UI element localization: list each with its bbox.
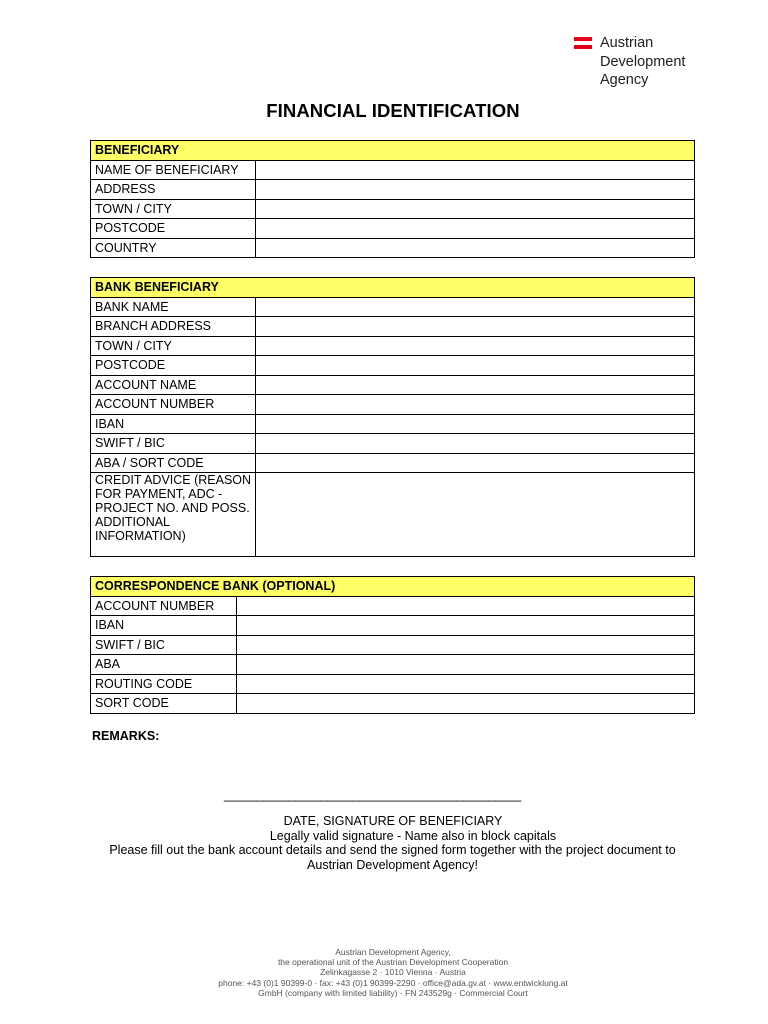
form-row bbox=[91, 180, 695, 200]
field-label: NAME OF BENEFICIARY bbox=[91, 160, 256, 180]
field-label: IBAN bbox=[91, 414, 256, 434]
credit-advice-field[interactable] bbox=[256, 473, 695, 557]
form-row bbox=[91, 453, 695, 473]
form-row bbox=[91, 616, 695, 636]
footer-line: GmbH (company with limited liability) · FN 243529g · Commercial Court bbox=[258, 987, 528, 998]
field-label: IBAN bbox=[91, 616, 237, 636]
country-field[interactable] bbox=[256, 238, 695, 258]
corr-iban-field[interactable] bbox=[237, 616, 695, 636]
field-label: ROUTING CODE bbox=[91, 674, 237, 694]
branch-address-field[interactable] bbox=[256, 317, 695, 337]
bank-town-city-field[interactable] bbox=[256, 336, 695, 356]
section-header-beneficiary: BENEFICIARY bbox=[91, 141, 695, 161]
form-row bbox=[91, 375, 695, 395]
signature-note: Legally valid signature - Name also in block capitals bbox=[269, 829, 557, 843]
iban-field[interactable] bbox=[256, 414, 695, 434]
footer-line: phone: +43 (0)1 90399-0 · fax: +43 (0)1 90399-2290 · office@ada.gv.at · www.entwicklung.at bbox=[218, 977, 568, 988]
section-header-bank-beneficiary: BANK BENEFICIARY bbox=[91, 278, 695, 298]
form-row bbox=[91, 238, 695, 258]
field-label: ACCOUNT NAME bbox=[91, 375, 256, 395]
field-label: SWIFT / BIC bbox=[91, 434, 256, 454]
postcode-field[interactable] bbox=[256, 219, 695, 239]
correspondence-bank-table bbox=[90, 576, 695, 714]
remarks-label: REMARKS: bbox=[92, 729, 160, 743]
form-row bbox=[91, 219, 695, 239]
field-label: COUNTRY bbox=[91, 238, 256, 258]
field-label: POSTCODE bbox=[91, 219, 256, 239]
form-row bbox=[91, 317, 695, 337]
form-row bbox=[91, 160, 695, 180]
footer bbox=[0, 947, 768, 998]
form-row bbox=[91, 395, 695, 415]
swift-bic-field[interactable] bbox=[256, 434, 695, 454]
corr-routing-code-field[interactable] bbox=[237, 674, 695, 694]
form-row bbox=[91, 336, 695, 356]
form-row bbox=[91, 297, 695, 317]
logo-text bbox=[600, 34, 685, 90]
corr-aba-field[interactable] bbox=[237, 655, 695, 675]
corr-swift-bic-field[interactable] bbox=[237, 635, 695, 655]
form-row bbox=[91, 694, 695, 714]
field-label: ADDRESS bbox=[91, 180, 256, 200]
bank-beneficiary-table bbox=[90, 277, 695, 557]
name-of-beneficiary-field[interactable] bbox=[256, 160, 695, 180]
account-number-field[interactable] bbox=[256, 395, 695, 415]
instruction-text: Please fill out the bank account details and send the signed form together with the project document to Austrian Development Agency! bbox=[109, 843, 676, 872]
address-field[interactable] bbox=[256, 180, 695, 200]
field-label: POSTCODE bbox=[91, 356, 256, 376]
field-label: BANK NAME bbox=[91, 297, 256, 317]
logo-line-2: Development bbox=[600, 53, 686, 70]
form-row bbox=[91, 655, 695, 675]
footer-line: Austrian Development Agency, bbox=[335, 947, 451, 957]
field-label: BRANCH ADDRESS bbox=[91, 317, 256, 337]
field-label: SWIFT / BIC bbox=[91, 635, 237, 655]
form-row bbox=[91, 434, 695, 454]
aba-sort-code-field[interactable] bbox=[256, 453, 695, 473]
field-label: TOWN / CITY bbox=[91, 336, 256, 356]
bank-name-field[interactable] bbox=[256, 297, 695, 317]
field-label: ABA bbox=[91, 655, 237, 675]
field-label: ACCOUNT NUMBER bbox=[91, 596, 237, 616]
logo-line-3: Agency bbox=[600, 72, 649, 88]
field-label: TOWN / CITY bbox=[91, 199, 256, 219]
logo-line-1: Austrian bbox=[600, 35, 654, 51]
form-row bbox=[91, 199, 695, 219]
form-row bbox=[91, 414, 695, 434]
field-label: ACCOUNT NUMBER bbox=[91, 395, 256, 415]
austrian-flag-icon bbox=[574, 37, 592, 51]
corr-sort-code-field[interactable] bbox=[237, 694, 695, 714]
bank-postcode-field[interactable] bbox=[256, 356, 695, 376]
form-row bbox=[91, 356, 695, 376]
form-row bbox=[91, 473, 695, 557]
footer-line: Zelinkagasse 2 · 1010 Vienna · Austria bbox=[320, 967, 466, 978]
section-header-correspondence-bank: CORRESPONDENCE BANK (OPTIONAL) bbox=[91, 577, 695, 597]
field-label: ABA / SORT CODE bbox=[91, 453, 256, 473]
footer-line: the operational unit of the Austrian Development Cooperation bbox=[277, 957, 509, 968]
account-name-field[interactable] bbox=[256, 375, 695, 395]
field-label-credit-advice: CREDIT ADVICE (REASON FOR PAYMENT, ADC - PROJECT NO. AND POSS. ADDITIONAL INFORMATION) bbox=[91, 473, 256, 557]
town-city-field[interactable] bbox=[256, 199, 695, 219]
signature-caption: DATE, SIGNATURE OF BENEFICIARY bbox=[283, 814, 503, 828]
form-row bbox=[91, 635, 695, 655]
form-row bbox=[91, 674, 695, 694]
form-row bbox=[91, 596, 695, 616]
corr-account-number-field[interactable] bbox=[237, 596, 695, 616]
beneficiary-table bbox=[90, 140, 695, 258]
page-title: FINANCIAL IDENTIFICATION bbox=[266, 100, 520, 121]
signature-line[interactable]: ______________________________________________ bbox=[224, 788, 521, 802]
field-label: SORT CODE bbox=[91, 694, 237, 714]
